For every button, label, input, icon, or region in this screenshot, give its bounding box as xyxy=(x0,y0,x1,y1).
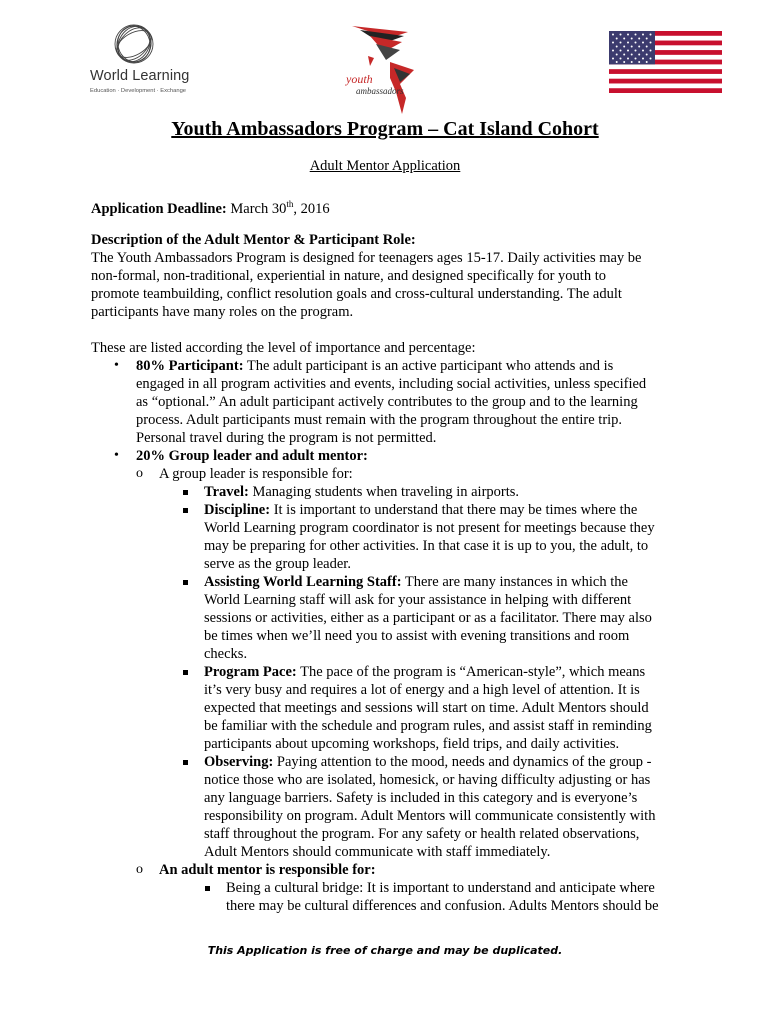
youth-ambassadors-logo-icon xyxy=(330,22,430,122)
page-title: Youth Ambassadors Program – Cat Island Cohort xyxy=(171,118,599,140)
pace-item xyxy=(204,663,645,681)
description-heading: Description of the Adult Mentor & Participant Role: xyxy=(91,232,416,248)
square-bullet-icon xyxy=(205,879,210,897)
group-leader-heading: 20% Group leader and adult mentor: xyxy=(136,448,368,464)
deadline-date-sup: th xyxy=(286,199,294,209)
assisting-line: World Learning staff will ask for your assistance in helping with different xyxy=(204,592,632,608)
assisting-line: sessions or activities, either as a participant or as a facilitator. There may also xyxy=(204,610,652,626)
participant-line: as “optional.” An adult participant actively contributes to the group and to the learning xyxy=(136,394,638,410)
description-line: The Youth Ambassadors Program is designed for teenagers ages 15-17. Daily activities may be xyxy=(91,250,642,266)
ya-logo-text-youth: youth xyxy=(346,72,373,86)
pace-line: it’s very busy and requires a lot of energy and a high level of attention. It is xyxy=(204,682,640,698)
participant-line: Personal travel during the program is not permitted. xyxy=(136,430,437,446)
observing-item xyxy=(204,753,651,771)
pace-label: Program Pace: xyxy=(204,664,297,680)
ya-logo-text-ambassadors: ambassadors xyxy=(356,86,404,96)
assisting-label: Assisting World Learning Staff: xyxy=(204,574,402,590)
assisting-line: be times when we’ll need you to assist with evening transitions and room xyxy=(204,628,630,644)
observing-label: Observing: xyxy=(204,754,274,770)
description-line: promote teambuilding, conflict resolution goals and cross-cultural understanding. The adult xyxy=(91,286,622,302)
discipline-item xyxy=(204,501,637,519)
square-bullet-icon xyxy=(183,483,188,501)
discipline-label: Discipline: xyxy=(204,502,271,518)
page-subtitle: Adult Mentor Application xyxy=(309,158,461,174)
participant-line: process. Adult participants must remain with the program throughout the entire trip. xyxy=(136,412,623,428)
group-leader-intro: A group leader is responsible for: xyxy=(159,466,353,482)
footer-note: This Application is free of charge and may be duplicated. xyxy=(207,944,563,957)
pace-text: The pace of the program is “American-style”, which means xyxy=(296,664,646,680)
circle-bullet-icon: o xyxy=(136,466,143,481)
travel-text: Managing students when traveling in airports. xyxy=(248,484,520,500)
square-bullet-icon xyxy=(183,501,188,519)
assisting-line: checks. xyxy=(204,646,248,662)
observing-line: responsibility on program. Adult Mentors will communicate consistently with xyxy=(204,808,656,824)
participant-text: The adult participant is an active participant who attends and is xyxy=(243,358,614,374)
pace-line: expected that meetings and sessions will start on time. Adult Mentors should xyxy=(204,700,649,716)
discipline-line: World Learning program coordinator is not present for meetings because they xyxy=(204,520,655,536)
circle-bullet-icon: o xyxy=(136,862,143,877)
youth-ambassadors-logo xyxy=(330,22,430,122)
participant-item xyxy=(136,357,613,375)
description-line: non-formal, non-traditional, experiential in nature, and designed specifically for youth to xyxy=(91,268,606,284)
world-learning-logo-icon xyxy=(112,22,156,66)
description-line: participants have many roles on the program. xyxy=(91,304,354,320)
observing-line: Adult Mentors should communicate with staff immediately. xyxy=(204,844,551,860)
world-learning-logo xyxy=(90,22,200,102)
square-bullet-icon xyxy=(183,753,188,771)
travel-item xyxy=(204,483,519,501)
pace-line: be familiar with the schedule and program rules, and assist staff in reminding xyxy=(204,718,652,734)
assisting-item xyxy=(204,573,628,591)
world-learning-name: World Learning xyxy=(90,68,190,84)
participant-label: 80% Participant: xyxy=(136,358,244,374)
pace-line: participants about upcoming workshops, field trips, and daily activities. xyxy=(204,736,620,752)
bullet-icon: • xyxy=(114,448,119,463)
deadline-date: March 30 xyxy=(230,200,287,217)
world-learning-tagline: Education · Development · Exchange xyxy=(90,88,187,94)
assisting-text: There are many instances in which the xyxy=(401,574,628,590)
participant-line: engaged in all program activities and events, including social activities, unless specified xyxy=(136,376,647,392)
square-bullet-icon xyxy=(183,573,188,591)
observing-line: staff throughout the program. For any safety or health related observations, xyxy=(204,826,640,842)
bullet-icon: • xyxy=(114,358,119,373)
deadline-label: Application Deadline: xyxy=(91,200,227,217)
square-bullet-icon xyxy=(183,663,188,681)
deadline-year: , 2016 xyxy=(293,200,330,217)
travel-label: Travel: xyxy=(204,484,249,500)
mentor-heading: An adult mentor is responsible for: xyxy=(159,862,376,878)
observing-line: any language barriers. Safety is included in this category and is everyone’s xyxy=(204,790,638,806)
cultural-bridge-line: Being a cultural bridge: It is important to understand and anticipate where xyxy=(226,880,655,896)
cultural-bridge-line: there may be cultural differences and confusion. Adults Mentors should be xyxy=(226,898,659,914)
discipline-line: may be preparing for other activities. In that case it is up to you, the adult, to xyxy=(204,538,649,554)
discipline-line: serve as the group leader. xyxy=(204,556,351,572)
observing-line: notice those who are isolated, homesick, or having difficulty adjusting or has xyxy=(204,772,651,788)
observing-text: Paying attention to the mood, needs and dynamics of the group - xyxy=(273,754,652,770)
discipline-text: It is important to understand that there may be times where the xyxy=(270,502,638,518)
application-deadline xyxy=(91,195,330,218)
us-flag-icon xyxy=(609,31,722,93)
listed-intro: These are listed according the level of importance and percentage: xyxy=(91,340,476,356)
